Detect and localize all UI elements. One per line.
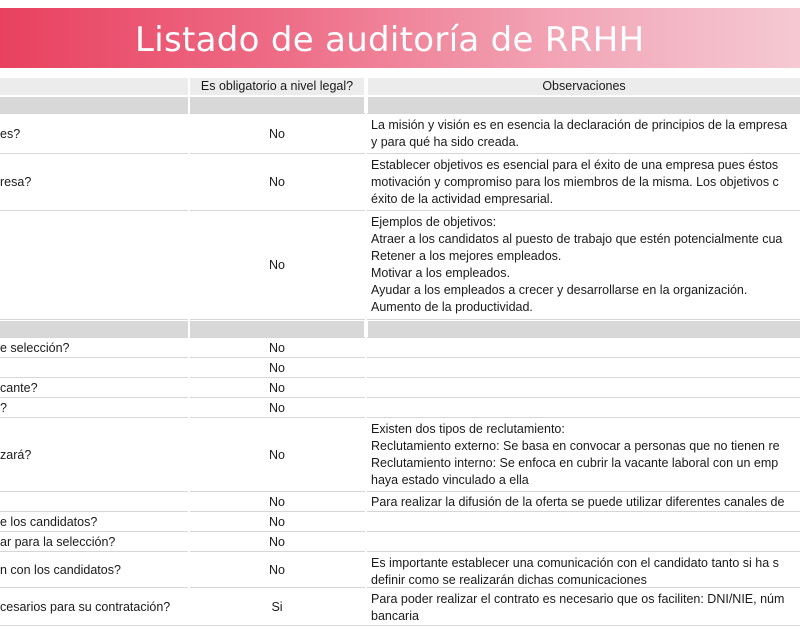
observation-line: éxito de la actividad empresarial. [371,192,554,206]
row-divider [0,153,800,154]
observations-cell [368,359,800,377]
table-row [0,553,800,587]
legal-required-cell: No [269,534,285,549]
header-observations: Observaciones [368,78,800,95]
question-cell [0,97,188,113]
row-divider [0,511,800,512]
observations-cell [368,399,800,417]
observation-line: bancaria [371,609,419,623]
legal-required-cell: No [269,258,285,272]
question-cell: ar para la selección? [0,534,116,549]
page-title: Listado de auditoría de RRHH [135,20,645,60]
question-cell: es? [0,126,21,141]
observation-line: Para poder realizar el contrato es necesario que os faciliten: DNI/NIE, núm [371,592,785,606]
observation-line: Establecer objetivos es esencial para el éxito de una empresa pues éstos [371,158,779,172]
question-cell: cesarios para su contratación? [0,599,171,614]
legal-required-cell: No [269,494,285,509]
observations-cell [368,553,800,587]
legal-required-cell: No [269,562,285,577]
observation-line: definir como se realizarán dichas comunicaciones [371,573,647,587]
column-divider [188,78,190,600]
table-row [0,339,800,357]
header-legal-required: Es obligatorio a nivel legal? [190,78,364,95]
legal-required-cell: No [269,340,285,355]
row-divider [0,113,800,114]
table-header-row [0,78,800,95]
row-divider [0,319,800,320]
table-row [0,379,800,397]
table-row [0,155,800,210]
observation-line: Reclutamiento externo: Se basa en convocar a personas que no tienen re [371,439,780,453]
observations-cell [368,212,800,319]
question-cell: e los candidatos? [0,514,98,529]
row-divider [0,531,800,532]
row-divider [0,397,800,398]
legal-required-cell: No [269,400,285,415]
question-cell: ? [0,400,7,415]
row-divider [0,551,800,552]
title-banner [0,8,800,68]
observation-line: Para realizar la difusión de la oferta se puede utilizar diferentes canales de [371,494,785,509]
observations-cell [368,379,800,397]
question-cell [0,493,188,511]
table-row [0,493,800,511]
observation-line: Es importante establecer una comunicación con el candidato tanto si ha s [371,556,779,570]
row-divider [0,210,800,211]
row-divider [0,357,800,358]
observations-cell [368,97,800,113]
row-divider [0,377,800,378]
audit-table [0,78,800,623]
observations-cell [368,339,800,357]
legal-required-cell: No [269,514,285,529]
observation-line: haya estado vinculado a ella [371,473,529,487]
question-cell: zará? [0,447,32,462]
table-row [0,589,800,625]
table-row [0,115,800,153]
observations-cell [368,321,800,337]
observations-cell [368,513,800,531]
table-row [0,359,800,377]
question-cell [0,212,188,319]
observation-line: Atraer a los candidatos al puesto de trabajo que estén potencialmente cua [371,232,783,246]
observations-cell [368,589,800,625]
question-cell: cante? [0,380,38,395]
question-cell [0,321,188,337]
observation-line: Ayudar a los empleados a crecer y desarrollarse en la organización. [371,283,748,297]
question-cell: n con los candidatos? [0,562,121,577]
column-divider [365,78,367,600]
observations-cell [368,155,800,210]
table-row [0,533,800,551]
table-row [0,419,800,491]
observation-line: Ejemplos de objetivos: [371,215,497,229]
legal-required-cell: Si [271,599,283,614]
legal-required-cell: No [269,380,285,395]
row-divider [0,491,800,492]
legal-required-cell: No [269,447,285,462]
header-question [0,78,188,95]
observation-line: Existen dos tipos de reclutamiento: [371,422,565,436]
observations-cell [368,419,800,491]
question-cell [0,359,188,377]
observation-line: Retener a los mejores empleados. [371,249,562,263]
observation-line: Aumento de la productividad. [371,300,533,314]
observation-line: y para qué ha sido creada. [371,135,520,149]
row-divider [0,337,800,338]
row-divider [0,417,800,418]
section-row [0,321,800,337]
legal-required-cell: No [269,360,285,375]
observations-cell [368,533,800,551]
observation-line: Reclutamiento interno: Se enfoca en cubrir la vacante laboral con un emp [371,456,779,470]
legal-required-cell: No [269,175,285,189]
table-row [0,212,800,319]
observation-line: La misión y visión es en esencia la declaración de principios de la empresa [371,118,788,132]
row-divider [0,587,800,588]
legal-required-cell: No [269,126,285,141]
section-row [0,97,800,113]
observations-cell [368,493,800,511]
observation-line: motivación y compromiso para los miembros de la misma. Los objetivos c [371,175,779,189]
question-cell: resa? [0,175,32,189]
table-row [0,513,800,531]
legal-required-cell [190,97,364,113]
question-cell: e selección? [0,340,70,355]
table-row [0,399,800,417]
observations-cell [368,115,800,153]
observation-line: Motivar a los empleados. [371,266,510,280]
legal-required-cell [190,321,364,337]
